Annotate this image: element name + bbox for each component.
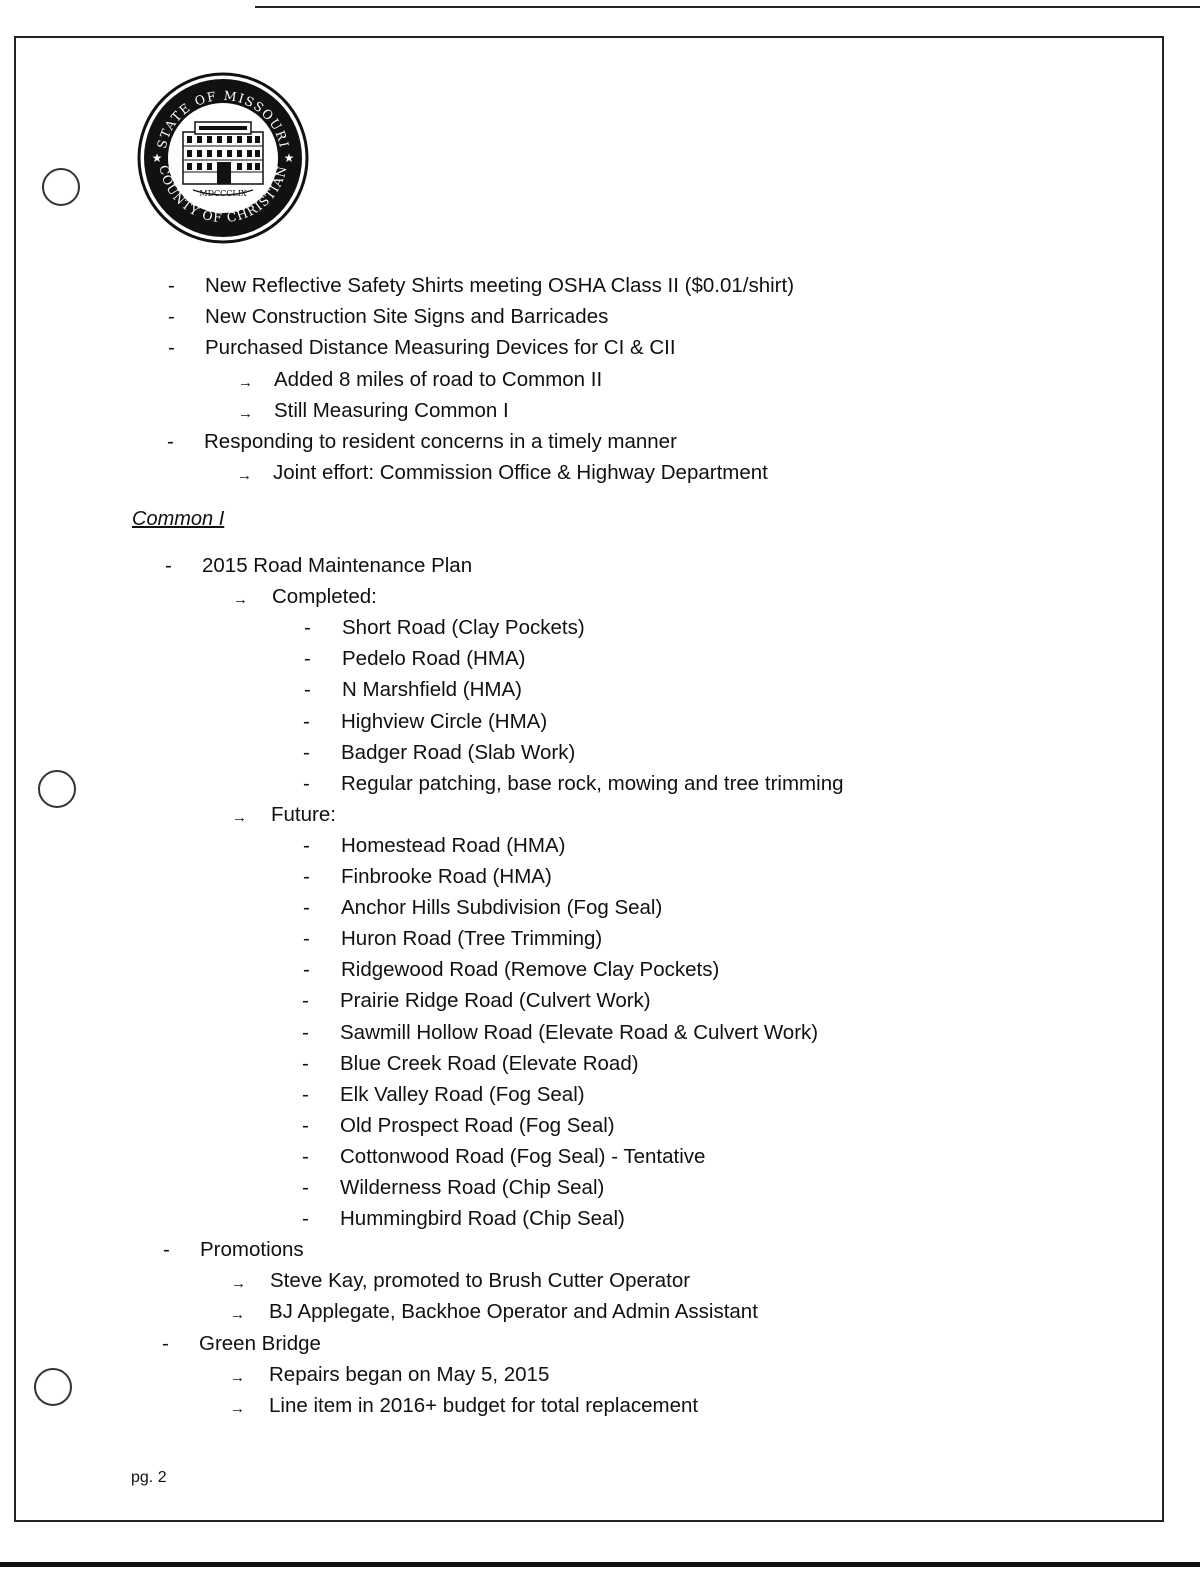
arrow-bullet-icon: → <box>233 591 248 609</box>
dash-bullet-icon: - <box>303 833 310 857</box>
list-item-text: 2015 Road Maintenance Plan <box>202 554 473 577</box>
list-item-text: Line item in 2016+ budget for total replacement <box>269 1393 699 1417</box>
list-item-text: Huron Road (Tree Trimming) <box>341 927 603 951</box>
dash-bullet-icon: - <box>168 336 175 360</box>
list-item-text: Repairs began on May 5, 2015 <box>269 1362 550 1386</box>
dash-bullet-icon: - <box>302 1020 309 1044</box>
dash-bullet-icon: - <box>303 958 310 982</box>
list-item-text: BJ Applegate, Backhoe Operator and Admin Assistant <box>269 1300 758 1324</box>
dash-bullet-icon: - <box>167 430 174 453</box>
dash-bullet-icon: - <box>168 274 175 297</box>
list-item-text: Still Measuring Common I <box>274 398 509 422</box>
punch-hole-bottom <box>34 1368 72 1406</box>
arrow-bullet-icon: → <box>237 467 252 485</box>
punch-hole-top <box>42 168 80 206</box>
dash-bullet-icon: - <box>303 771 310 795</box>
dash-bullet-icon: - <box>302 989 309 1013</box>
arrow-bullet-icon: → <box>238 373 253 391</box>
seal-year: MDCCCLIX <box>199 189 247 198</box>
list-item-text: Future: <box>271 802 336 826</box>
arrow-bullet-icon: → <box>230 1368 245 1386</box>
dash-bullet-icon: - <box>304 678 311 702</box>
list-item-text: Short Road (Clay Pockets) <box>342 616 585 640</box>
scan-edge-top <box>255 6 1200 8</box>
list-item-text: Cottonwood Road (Fog Seal) - Tentative <box>340 1144 706 1168</box>
section-heading-common-i: Common I <box>132 508 225 530</box>
dash-bullet-icon: - <box>304 616 311 640</box>
list-item-text: Highview Circle (HMA) <box>341 709 548 733</box>
svg-text:★: ★ <box>151 151 163 165</box>
dash-bullet-icon: - <box>303 740 310 764</box>
svg-text:★: ★ <box>283 151 295 165</box>
list-item-text: Old Prospect Road (Fog Seal) <box>340 1113 615 1137</box>
list-item-text: Ridgewood Road (Remove Clay Pockets) <box>341 958 720 982</box>
dash-bullet-icon: - <box>302 1113 309 1137</box>
list-item-text: New Construction Site Signs and Barricades <box>205 305 609 329</box>
dash-bullet-icon: - <box>302 1207 309 1231</box>
list-item-text: Hummingbird Road (Chip Seal) <box>340 1207 625 1231</box>
list-item-text: Homestead Road (HMA) <box>341 833 566 857</box>
list-item-text: Finbrooke Road (HMA) <box>341 865 552 888</box>
dash-bullet-icon: - <box>303 896 310 920</box>
list-item-text: Wilderness Road (Chip Seal) <box>340 1176 605 1199</box>
dash-bullet-icon: - <box>302 1176 309 1199</box>
dash-bullet-icon: - <box>168 305 175 329</box>
list-item-text: Purchased Distance Measuring Devices for CI & CII <box>205 336 676 360</box>
arrow-bullet-icon: → <box>238 404 253 422</box>
courthouse-icon <box>183 122 263 184</box>
dash-bullet-icon: - <box>304 647 311 671</box>
seal-text-bottom: COUNTY OF CHRISTIAN <box>156 163 290 226</box>
list-item-text: N Marshfield (HMA) <box>342 678 522 702</box>
list-item-text: Anchor Hills Subdivision (Fog Seal) <box>341 896 663 920</box>
arrow-bullet-icon: → <box>230 1399 245 1417</box>
punch-hole-middle <box>38 770 76 808</box>
seal-text-top: STATE OF MISSOURI <box>153 87 293 150</box>
arrow-bullet-icon: → <box>232 808 247 826</box>
list-item-text: Completed: <box>272 585 377 609</box>
list-item-text: Blue Creek Road (Elevate Road) <box>340 1051 639 1075</box>
list-item-text: Steve Kay, promoted to Brush Cutter Operator <box>270 1269 691 1293</box>
list-item-text: Regular patching, base rock, mowing and tree trimming <box>341 771 844 795</box>
dash-bullet-icon: - <box>302 1082 309 1106</box>
list-item-text: Responding to resident concerns in a timely manner <box>204 430 677 453</box>
county-seal <box>137 72 309 244</box>
list-item-text: Promotions <box>200 1238 304 1262</box>
list-item-text: Joint effort: Commission Office & Highway Department <box>273 461 768 485</box>
list-item-text: Badger Road (Slab Work) <box>341 740 576 764</box>
arrow-bullet-icon: → <box>230 1306 245 1324</box>
dash-bullet-icon: - <box>303 865 310 888</box>
list-item-text: Pedelo Road (HMA) <box>342 647 526 671</box>
list-item-text: Elk Valley Road (Fog Seal) <box>340 1082 585 1106</box>
dash-bullet-icon: - <box>303 709 310 733</box>
dash-bullet-icon: - <box>165 554 172 577</box>
scan-edge-bottom <box>0 1562 1200 1567</box>
list-item-text: Sawmill Hollow Road (Elevate Road & Culvert Work) <box>340 1020 819 1044</box>
list-item-text: New Reflective Safety Shirts meeting OSHA Class II ($0.01/shirt) <box>205 274 795 297</box>
dash-bullet-icon: - <box>303 927 310 951</box>
dash-bullet-icon: - <box>163 1238 170 1262</box>
list-item-text: Added 8 miles of road to Common II <box>274 367 603 391</box>
list-item-text: Prairie Ridge Road (Culvert Work) <box>340 989 651 1013</box>
page-number: pg. 2 <box>131 1469 167 1486</box>
dash-bullet-icon: - <box>302 1051 309 1075</box>
arrow-bullet-icon: → <box>231 1275 246 1293</box>
dash-bullet-icon: - <box>302 1144 309 1168</box>
list-item-text: Green Bridge <box>199 1331 321 1355</box>
dash-bullet-icon: - <box>162 1331 169 1355</box>
